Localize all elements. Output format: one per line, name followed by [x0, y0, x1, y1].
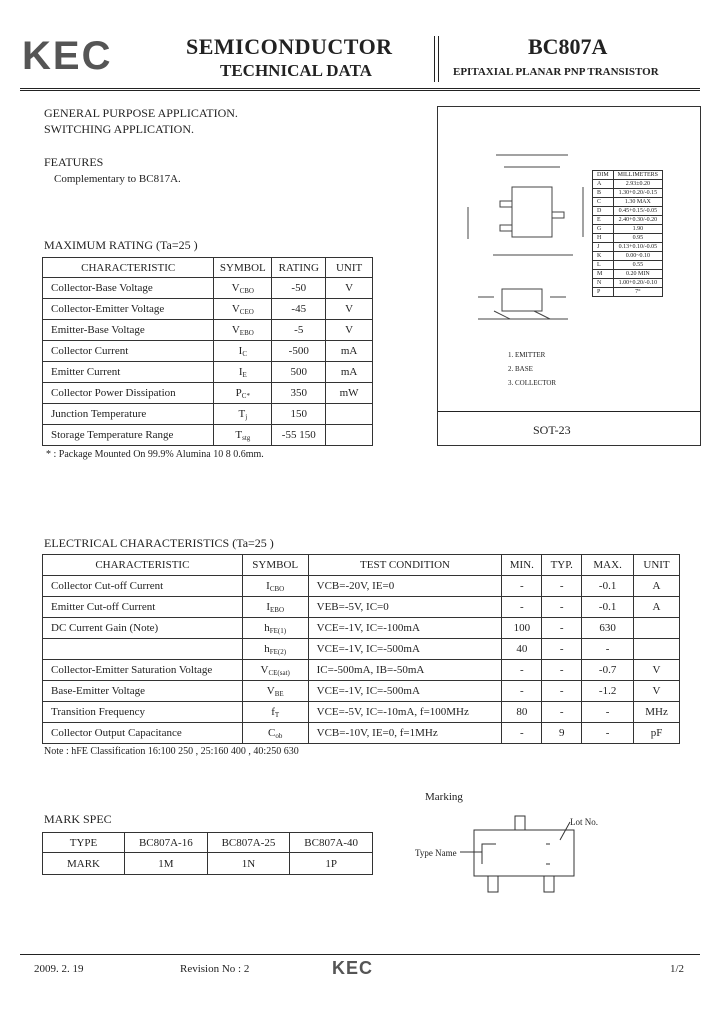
pin-label-2: 2. BASE [508, 365, 533, 373]
characteristic-cell: Transition Frequency [43, 702, 243, 723]
col-unit: UNIT [634, 555, 680, 576]
mark-spec-title: MARK SPEC [44, 812, 112, 826]
col-unit: UNIT [326, 258, 373, 278]
mark-label: MARK [43, 853, 125, 875]
mark-value: 1M [125, 853, 208, 875]
symbol-subscript: ob [275, 731, 283, 740]
max-rating-row [43, 425, 373, 446]
max-rating-row [43, 383, 373, 404]
dim-value: 0.20 MIN [613, 270, 662, 279]
unit-cell: mA [326, 362, 373, 383]
max-cell: - [582, 702, 634, 723]
symbol-cell [214, 425, 272, 446]
characteristic-cell: Emitter Current [43, 362, 214, 383]
characteristic-cell: Emitter-Base Voltage [43, 320, 214, 341]
dim-letter: J [593, 243, 614, 252]
symbol-cell [242, 681, 308, 702]
elec-row [43, 681, 680, 702]
max-rating-row [43, 341, 373, 362]
max-rating-row [43, 278, 373, 299]
symbol-letter: I [238, 365, 243, 378]
dim-row [593, 198, 663, 207]
typ-cell: - [542, 576, 582, 597]
elec-row [43, 639, 680, 660]
dim-letter: P [593, 288, 614, 297]
dim-value: 1.30+0.20/-0.15 [613, 189, 662, 198]
symbol-letter: I [266, 579, 270, 592]
max-cell: 630 [582, 618, 634, 639]
min-cell: - [502, 660, 542, 681]
marking-drawing [460, 812, 610, 902]
elec-row [43, 576, 680, 597]
symbol-cell [242, 618, 308, 639]
dim-value: 0.55 [613, 261, 662, 270]
unit-cell: V [634, 660, 680, 681]
symbol-subscript: EBO [239, 328, 254, 337]
header-rule [20, 88, 700, 89]
footer-page: 1/2 [670, 963, 685, 975]
test-condition-cell: VCE=-1V, IC=-500mA [308, 639, 502, 660]
symbol-cell [242, 660, 308, 681]
dim-letter: B [593, 189, 614, 198]
elec-table [42, 554, 680, 744]
dim-row [593, 288, 663, 297]
symbol-letter: T [235, 428, 243, 441]
characteristic-cell: Collector-Base Voltage [43, 278, 214, 299]
symbol-subscript: CE(sat) [268, 668, 290, 677]
symbol-subscript: CBO [269, 584, 285, 593]
elec-note: Note : hFE Classification 16:100 250 , 25:160 400 , 40:250 630 [44, 746, 299, 757]
col-max: MAX. [582, 555, 634, 576]
dim-letter: E [593, 216, 614, 225]
characteristic-cell: Collector Power Dissipation [43, 383, 214, 404]
max-cell: -0.7 [582, 660, 634, 681]
col-symbol: SYMBOL [242, 555, 308, 576]
max-cell: -0.1 [582, 576, 634, 597]
characteristic-cell [43, 639, 243, 660]
symbol-letter: V [231, 281, 240, 294]
dim-row [593, 189, 663, 198]
dim-letter: M [593, 270, 614, 279]
package-name: SOT-23 [533, 423, 571, 437]
symbol-cell [214, 404, 272, 425]
symbol-cell [242, 723, 308, 744]
col-min: MIN. [502, 555, 542, 576]
symbol-letter: C [268, 726, 276, 739]
header-divider [434, 36, 435, 82]
max-rating-table [42, 257, 373, 446]
dim-value: 1.30 MAX [613, 198, 662, 207]
dim-value: 2.93±0.20 [613, 180, 662, 189]
test-condition-cell: VCB=-20V, IE=0 [308, 576, 502, 597]
min-cell: - [502, 597, 542, 618]
symbol-cell [214, 362, 272, 383]
min-cell: 100 [502, 618, 542, 639]
max-cell: - [582, 723, 634, 744]
dim-row [593, 216, 663, 225]
symbol-subscript: stg [242, 433, 251, 442]
part-number: BC807A [528, 34, 608, 59]
unit-cell [634, 639, 680, 660]
max-cell: -1.2 [582, 681, 634, 702]
header-divider2 [438, 36, 439, 82]
elec-title: ELECTRICAL CHARACTERISTICS (Ta=25 ) [44, 536, 274, 550]
rating-cell: -50 [272, 278, 326, 299]
header-title: SEMICONDUCTOR [186, 34, 393, 59]
dim-row [593, 225, 663, 234]
dim-value: 0.95 [613, 234, 662, 243]
footer-rule [20, 954, 700, 955]
dim-letter: H [593, 234, 614, 243]
symbol-cell [214, 341, 272, 362]
symbol-subscript: C [242, 349, 247, 358]
characteristic-cell: Junction Temperature [43, 404, 214, 425]
characteristic-cell: Collector-Emitter Voltage [43, 299, 214, 320]
dim-letter: G [593, 225, 614, 234]
max-cell: -0.1 [582, 597, 634, 618]
symbol-letter: P [235, 386, 242, 399]
typ-cell: - [542, 681, 582, 702]
characteristic-cell: Emitter Cut-off Current [43, 597, 243, 618]
dim-value: 0.45+0.15/-0.05 [613, 207, 662, 216]
characteristic-cell: Storage Temperature Range [43, 425, 214, 446]
unit-cell: V [326, 320, 373, 341]
elec-row [43, 660, 680, 681]
test-condition-cell: IC=-500mA, IB=-50mA [308, 660, 502, 681]
package-outline-box [437, 106, 701, 446]
unit-cell: V [326, 278, 373, 299]
dim-header-cell: DIM [593, 171, 614, 180]
unit-cell: V [326, 299, 373, 320]
unit-cell: V [634, 681, 680, 702]
unit-cell [326, 425, 373, 446]
symbol-cell [214, 299, 272, 320]
dim-row [593, 180, 663, 189]
unit-cell [326, 404, 373, 425]
mark-value: 1N [207, 853, 290, 875]
rating-cell: -55 150 [272, 425, 326, 446]
symbol-cell [214, 278, 272, 299]
symbol-cell [242, 597, 308, 618]
col-characteristic: CHARACTERISTIC [43, 258, 214, 278]
dim-value: 0.13+0.10/-0.05 [613, 243, 662, 252]
dim-row [593, 279, 663, 288]
symbol-letter: f [271, 705, 275, 718]
typ-cell: - [542, 618, 582, 639]
characteristic-cell: Collector Cut-off Current [43, 576, 243, 597]
part-description: EPITAXIAL PLANAR PNP TRANSISTOR [453, 66, 659, 78]
unit-cell: mW [326, 383, 373, 404]
symbol-letter: V [231, 302, 240, 315]
characteristic-cell: Base-Emitter Voltage [43, 681, 243, 702]
dim-value: 0.00~0.10 [613, 252, 662, 261]
symbol-subscript: FE(1) [269, 626, 287, 635]
symbol-cell [242, 576, 308, 597]
dim-row [593, 252, 663, 261]
max-rating-row [43, 320, 373, 341]
feature-item: Complementary to BC817A. [54, 173, 181, 185]
symbol-letter: I [238, 344, 243, 357]
type-label: TYPE [43, 833, 125, 853]
max-cell: - [582, 639, 634, 660]
type-value: BC807A-25 [207, 833, 290, 853]
symbol-letter: T [238, 407, 246, 420]
symbol-subscript: CEO [239, 307, 254, 316]
unit-cell [634, 618, 680, 639]
min-cell: - [502, 681, 542, 702]
footer-logo: KEC [332, 958, 374, 978]
lot-number-label: Lot No. [570, 817, 598, 827]
dim-row [593, 261, 663, 270]
rating-cell: 350 [272, 383, 326, 404]
dim-value: 1.00+0.20/-0.10 [613, 279, 662, 288]
dim-letter: A [593, 180, 614, 189]
test-condition-cell: VCE=-5V, IC=-10mA, f=100MHz [308, 702, 502, 723]
symbol-cell [242, 639, 308, 660]
dimension-table [592, 170, 663, 297]
dim-value: 2.40+0.30/-0.20 [613, 216, 662, 225]
typ-cell: - [542, 702, 582, 723]
dim-letter: K [593, 252, 614, 261]
rating-cell: -5 [272, 320, 326, 341]
application-line-2: SWITCHING APPLICATION. [44, 122, 194, 136]
symbol-cell [242, 702, 308, 723]
dim-header-cell: MILLIMETERS [613, 171, 662, 180]
symbol-subscript: j [245, 412, 248, 421]
elec-row [43, 723, 680, 744]
footer-revision: Revision No : 2 [180, 963, 250, 975]
min-cell: 80 [502, 702, 542, 723]
elec-row [43, 597, 680, 618]
footer-date: 2009. 2. 19 [34, 963, 84, 975]
elec-row [43, 702, 680, 723]
max-rating-title: MAXIMUM RATING (Ta=25 ) [44, 238, 198, 252]
dim-letter: C [593, 198, 614, 207]
features-title: FEATURES [44, 155, 104, 169]
dim-value: 7° [613, 288, 662, 297]
characteristic-cell: Collector Current [43, 341, 214, 362]
max-rating-row [43, 299, 373, 320]
rating-cell: -45 [272, 299, 326, 320]
dim-row [593, 270, 663, 279]
max-rating-row [43, 362, 373, 383]
symbol-letter: h [264, 621, 270, 634]
symbol-letter: V [260, 663, 269, 676]
col-test-condition: TEST CONDITION [308, 555, 502, 576]
type-value: BC807A-40 [290, 833, 373, 853]
characteristic-cell: Collector Output Capacitance [43, 723, 243, 744]
test-condition-cell: VCE=-1V, IC=-500mA [308, 681, 502, 702]
col-rating: RATING [272, 258, 326, 278]
test-condition-cell: VEB=-5V, IC=0 [308, 597, 502, 618]
header-subtitle: TECHNICAL DATA [220, 61, 372, 80]
symbol-subscript: C* [241, 391, 250, 400]
characteristic-cell: DC Current Gain (Note) [43, 618, 243, 639]
dim-letter: L [593, 261, 614, 270]
application-line-1: GENERAL PURPOSE APPLICATION. [44, 106, 238, 120]
marking-title: Marking [425, 791, 463, 803]
col-symbol: SYMBOL [214, 258, 272, 278]
unit-cell: pF [634, 723, 680, 744]
unit-cell: A [634, 597, 680, 618]
test-condition-cell: VCE=-1V, IC=-100mA [308, 618, 502, 639]
symbol-letter: V [231, 323, 240, 336]
dim-row [593, 243, 663, 252]
symbol-subscript: EBO [270, 605, 285, 614]
dim-row [593, 207, 663, 216]
unit-cell: A [634, 576, 680, 597]
rating-cell: 500 [272, 362, 326, 383]
symbol-subscript: CBO [239, 286, 254, 295]
typ-cell: 9 [542, 723, 582, 744]
package-divider [438, 411, 700, 412]
min-cell: - [502, 723, 542, 744]
typ-cell: - [542, 639, 582, 660]
type-name-label: Type Name [415, 848, 457, 858]
min-cell: 40 [502, 639, 542, 660]
elec-row [43, 618, 680, 639]
symbol-letter: I [266, 600, 271, 613]
header-rule2 [20, 90, 700, 91]
symbol-cell [214, 383, 272, 404]
symbol-subscript: BE [274, 689, 284, 698]
unit-cell: MHz [634, 702, 680, 723]
mark-spec-table [42, 832, 373, 875]
pin-label-1: 1. EMITTER [508, 351, 546, 359]
symbol-letter: V [266, 684, 275, 697]
dim-letter: D [593, 207, 614, 216]
max-rating-row [43, 404, 373, 425]
rating-cell: -500 [272, 341, 326, 362]
dim-value: 1.90 [613, 225, 662, 234]
symbol-subscript: E [242, 370, 247, 379]
kec-logo: KEC [22, 34, 113, 78]
mark-value: 1P [290, 853, 373, 875]
min-cell: - [502, 576, 542, 597]
symbol-subscript: FE(2) [269, 647, 287, 656]
characteristic-cell: Collector-Emitter Saturation Voltage [43, 660, 243, 681]
dim-row [593, 234, 663, 243]
unit-cell: mA [326, 341, 373, 362]
test-condition-cell: VCB=-10V, IE=0, f=1MHz [308, 723, 502, 744]
rating-cell: 150 [272, 404, 326, 425]
typ-cell: - [542, 597, 582, 618]
pin-label-3: 3. COLLECTOR [508, 379, 557, 387]
max-rating-note: * : Package Mounted On 99.9% Alumina 10 8 0.6mm. [46, 449, 264, 460]
symbol-subscript: T [274, 710, 280, 719]
col-characteristic: CHARACTERISTIC [43, 555, 243, 576]
col-typ: TYP. [542, 555, 582, 576]
type-value: BC807A-16 [125, 833, 208, 853]
symbol-letter: h [264, 642, 270, 655]
symbol-cell [214, 320, 272, 341]
dim-letter: N [593, 279, 614, 288]
typ-cell: - [542, 660, 582, 681]
